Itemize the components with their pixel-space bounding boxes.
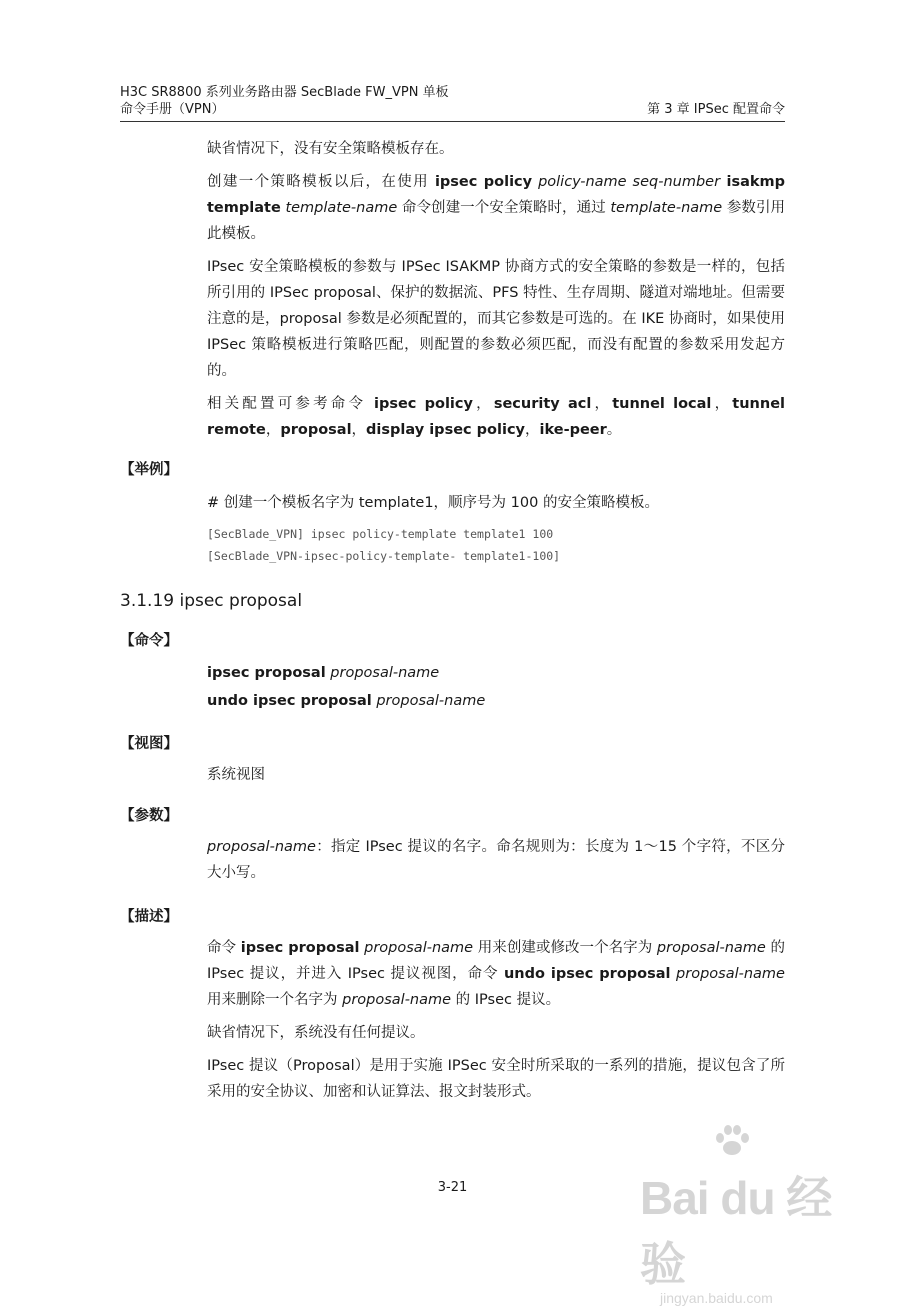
view-label: 【视图】 bbox=[120, 736, 178, 752]
command-syntax bbox=[207, 659, 485, 715]
command-line: undo ipsec proposal proposal-name bbox=[207, 693, 486, 709]
header-chapter: 第 3 章 IPSec 配置命令 bbox=[647, 102, 785, 117]
paragraph-proposal-definition: IPsec 提议（Proposal）是用于实施 IPSec 安全时所采取的一系列的措施，提议包含了所采用的安全协议、加密和认证算法、报文封装形式。 bbox=[207, 1058, 785, 1100]
paragraph-command-usage: 命令 ipsec proposal proposal-name 用来创建或修改一个名字为 proposal-name 的 IPsec 提议，并进入 IPsec 提议视图，命令 undo ipsec proposal proposal-name 用来删除一个名字为 proposal-name 的 IPsec 提议。 bbox=[207, 940, 786, 1008]
paragraph-create-template: 创建一个策略模板以后，在使用 ipsec policy policy-name seq-number isakmp template template-name 命令创建一个安全策略时，通过 template-name 参数引用此模板。 bbox=[207, 174, 786, 242]
header-divider bbox=[120, 121, 785, 122]
page-header bbox=[120, 84, 785, 118]
header-manual-name: 命令手册（VPN） bbox=[120, 102, 225, 117]
example-description: # 创建一个模板名字为 template1，顺序号为 100 的安全策略模板。 bbox=[207, 495, 659, 511]
watermark-logo: Bai du 经验 bbox=[640, 1172, 832, 1290]
view-text: 系统视图 bbox=[207, 767, 265, 783]
params-text: proposal-name：指定 IPsec 提议的名字。命名规则为：长度为 1～15 个字符，不区分大小写。 bbox=[207, 839, 785, 881]
description-paragraphs bbox=[207, 935, 785, 1112]
baidu-watermark bbox=[640, 1140, 850, 1306]
code-line: [SecBlade_VPN] ipsec policy-template template1 100 bbox=[207, 527, 554, 541]
header-title: H3C SR8800 系列业务路由器 SecBlade FW_VPN 单板 bbox=[120, 85, 449, 100]
params-label: 【参数】 bbox=[120, 808, 178, 824]
paragraph-default-template: 缺省情况下，没有安全策略模板存在。 bbox=[207, 141, 454, 157]
page-number: 3-21 bbox=[437, 1180, 468, 1195]
top-paragraphs bbox=[207, 136, 785, 450]
command-label: 【命令】 bbox=[120, 633, 178, 649]
example-code bbox=[207, 523, 560, 567]
command-line: ipsec proposal proposal-name bbox=[207, 665, 440, 681]
paragraph-template-params: IPsec 安全策略模板的参数与 IPSec ISAKMP 协商方式的安全策略的参数是一样的，包括所引用的 IPSec proposal、保护的数据流、PFS 特性、生存周期、隧道对端地址。但需要注意的是，proposal 参数是必须配置的，而其它参数是可选的。在 IKE 协商时，如果使用 IPSec 策略模板进行策略匹配，则配置的参数必须匹配，而没有配置的参数采用发起方的。 bbox=[207, 259, 785, 379]
paw-icon bbox=[712, 1120, 752, 1160]
paragraph-default-proposal: 缺省情况下，系统没有任何提议。 bbox=[207, 1025, 425, 1041]
section-heading: 3.1.19 ipsec proposal bbox=[120, 591, 303, 611]
example-label: 【举例】 bbox=[120, 462, 178, 478]
watermark-url: jingyan.baidu.com bbox=[660, 1290, 773, 1306]
paragraph-related-commands: 相关配置可参考命令 ipsec policy，security acl，tunnel local，tunnel remote，proposal，display ipsec policy，ike-peer。 bbox=[207, 396, 786, 438]
description-label: 【描述】 bbox=[120, 909, 178, 925]
code-line: [SecBlade_VPN-ipsec-policy-template- template1-100] bbox=[207, 549, 561, 563]
